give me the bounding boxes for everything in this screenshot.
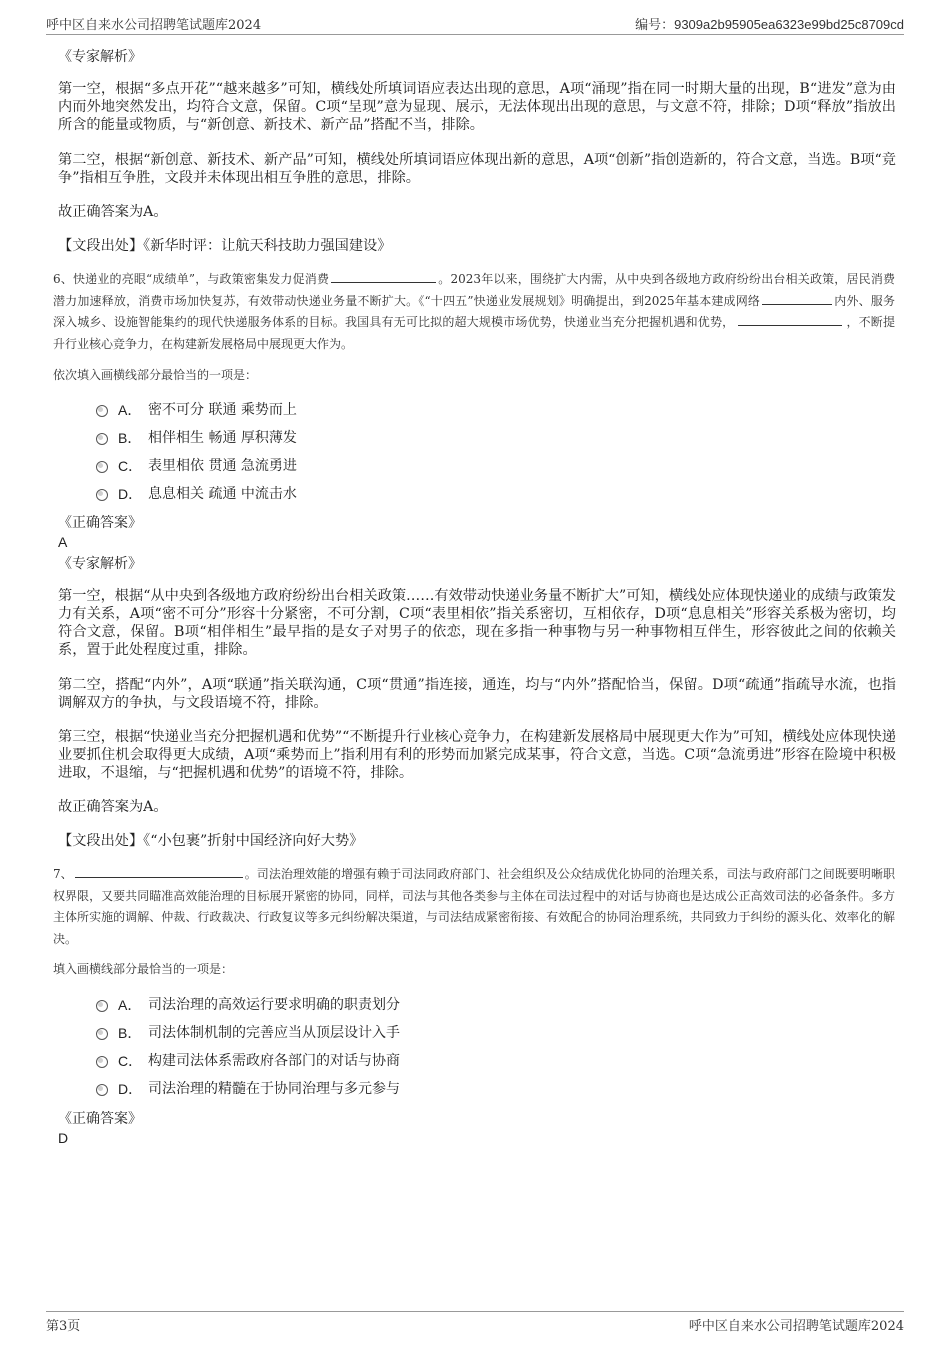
q6-analysis-p3: 第三空，根据“快递业当充分把握机遇和优势”“不断提升行业核心竞争力，在构建新发展格局中展现更大作为”可知，横线处应体现快递业要抓住机会取得更大成绩，A项“乘势而上”指利用有利的形势而加紧完成某事，符合文意，当选。C项“急流勇进”形容在险境中积极进取，不退缩，与“把握机遇和优势”的语境不符，排除。 xyxy=(58,729,896,781)
prev-source: 【文段出处】《新华时评：让航天科技助力强国建设》 xyxy=(58,238,392,254)
q7-prompt: 填入画横线部分最恰当的一项是： xyxy=(53,962,234,976)
q7-text-1: 7、 xyxy=(53,867,73,881)
q6-text-2: 。2023年以来，围绕扩大内需，从中央到各级地方政府纷纷出台相关政策，居民消费潜力加速释放，消费市场加快复苏，有效带动快递业务量不断扩大。《“十四五”快递业发展规划》明确提出，到2025年基本建成网络 xyxy=(53,272,895,308)
q6-blank-2 xyxy=(762,292,832,305)
q7-answer-label: 《正确答案》 xyxy=(58,1111,142,1127)
q6-text-3: 内外、服务深入城乡、设施智能集约的现代快递服务体系的目标。我国具有无可比拟的超大规模市场优势，快递业当充分把握机遇和优势， xyxy=(53,293,895,329)
page-header xyxy=(46,14,904,35)
q6-source: 【文段出处】《“小包裹”折射中国经济向好大势》 xyxy=(58,833,364,849)
q6-text-4: ，不断提升行业核心竞争力，在构建新发展格局中展现更大作为。 xyxy=(53,315,895,351)
q6-analysis-label: 《专家解析》 xyxy=(58,556,142,572)
q6-answer: A xyxy=(58,534,68,550)
prev-conclusion: 故正确答案为A。 xyxy=(58,204,168,220)
prev-analysis-p1: 第一空，根据“多点开花”“越来越多”可知，横线处所填词语应表达出现的意思，A项“涌现”指在同一时期大量的出现，B“进发”意为由内而外地突然发出，均符合文意，保留。C项“呈现”意为显现、展示，无法体现出出现的意思，与文意不符，排除；D项“释放”指放出所含的能量或物质，与“新创意、新技术、新产品”搭配不当，排除。 xyxy=(58,81,896,133)
q7-answer: D xyxy=(58,1130,69,1146)
document-page: 呼中区自来水公司招聘笔试题库2024 编号：9309a2b95905ea6323e99bd25c8709cd 《专家解析》 第一空，根据“多点开花”“越来越多”可知，横线处所填词语应表达出现的意思，A项“涌现”指在同一时期大量的出现，B“进发”意为由内而外地突然发出，均符合文意，保留。C项“呈现”意为显现、展示，无法体现出出现的意思，与文意不符，排除；D项“释放”指放出所含的能量或物质，与“新创意、新技术、新产品”搭配不当，排除。 第二空，根据“新创意、新技术、新产品”可知，横线处所填词语应体现出新的意思，A项“创新”指创造新的，符合文意，当选。B项“竞争”指相互争胜，文段并未体现出相互争胜的意思，排除。 故正确答案为A。 【文段出处】《新华时评：让航天科技助力强国建设》 6、快递业的亮眼“成绩单”，与政策密集发力促消费 。2023年以来，围绕扩大内需，从中央到各级地方政府纷纷出台相关政策，居民消费潜力加速释放，消费市场加快复苏，有效带动快递业务量不断扩大。《“十四五”快递业发展规划》明确提出，到2025年基本建成网络 内外、服务深入城乡、设施智能集约的现代快递服务体系的目标。我国具有无可比拟的超大规模市场优势，快递业当充分把握机遇和优势， ，不断提升行业核心竞争力，在构建新发展格局中展现更大作为。 依次填入画横线部分最恰当的一项是： A． 密不可分 联通 乘势而上 B． 相伴相生 畅通 厚积薄发 C． 表里相依 贯通 急流勇进 D． 息息相关 疏通 中流击水 《正确答案》 A 《专家解析》 第一空，根据“从中央到各级地方政府纷纷出台相关政策……有效带动快递业务量不断扩大”可知，横线处应体现快递业的成绩与政策发力有关系，A项“密不可分”形容十分紧密，不可分割，C项“表里相依”指关系密切，互相依存，D项“息息相关”形容关系极为密切，均符合文意，保留。B项“相伴相生”最早指的是女子对男子的依恋，现在多指一种事物与另一种事物相互伴生，形容彼此之间的依赖关系，置于此处程度过重，排除。 第二空，搭配“内外”，A项“联通”指关联沟通，C项“贯通”指连接，通连，均与“内外”搭配恰当，保留。D项“疏通”指疏导水流，也指调解双方的争执，与文段语境不符，排除。 第三空，根据“快递业当充分把握机遇和优势”“不断提升行业核心竞争力，在构建新发展格局中展现更大作为”可知，横线处应体现快递业要抓住机会取得更大成绩，A项“乘势而上”指利用有利的形势而加紧完成某事，符合文意，当选。C项“急流勇进”形容在险境中积极进取，不退缩，与“把握机遇和优势”的语境不符，排除。 故正确答案为A。 【文段出处】《“小包裹”折射中国经济向好大势》 7、 。司法治理效能的增强有赖于司法同政府部门、社会组织及公众结成优化协同的治理关系，司法与政府部门之间既要明晰职权界限，又要共同瞄准高效能治理的目标展开紧密的协同，同样，司法与其他各类参与主体在司法过程中的对话与协商也是达成公正高效司法的必备条件。多方主体所实施的调解、仲裁、行政裁决、行政复议等多元纠纷解决渠道，与司法结成紧密衔接、有效配合的协同治理系统，共同致力于纠纷的源头化、效率化的解决。 填入画横线部分最恰当的一项是： A． 司法治理的高效运行要求明确的职责划分 B． 司法体制机制的完善应当从顶层设计入手 C． 构建司法体系需政府各部门的对话与协商 D． 司法治理的精髓在于协同治理与多元参与 《正确答案》 D 第3页 呼中区自来水公司招聘笔试题库2024 xyxy=(0,0,950,1345)
radio-icon[interactable] xyxy=(96,1084,108,1096)
q6-answer-label: 《正确答案》 xyxy=(58,515,142,531)
q7-text-2: 。司法治理效能的增强有赖于司法同政府部门、社会组织及公众结成优化协同的治理关系，司法与政府部门之间既要明晰职权界限，又要共同瞄准高效能治理的目标展开紧密的协同，同样，司法与其他各类参与主体在司法过程中的对话与协商也是达成公正高效司法的必备条件。多方主体所实施的调解、仲裁、行政裁决、行政复议等多元纠纷解决渠道，与司法结成紧密衔接、有效配合的协同治理系统，共同致力于纠纷的源头化、效率化的解决。 xyxy=(53,867,895,946)
q6-conclusion: 故正确答案为A。 xyxy=(58,799,168,815)
radio-icon[interactable] xyxy=(96,405,108,417)
radio-icon[interactable] xyxy=(96,1056,108,1068)
q6-text-1: 6、快递业的亮眼“成绩单”，与政策密集发力促消费 xyxy=(53,272,330,286)
q7-question-text xyxy=(53,864,895,950)
prev-analysis-label: 《专家解析》 xyxy=(58,49,142,65)
q6-blank-1 xyxy=(331,270,436,283)
radio-icon[interactable] xyxy=(96,489,108,501)
footer-title: 呼中区自来水公司招聘笔试题库2024 xyxy=(688,1319,904,1334)
header-serial: 编号：9309a2b95905ea6323e99bd25c8709cd xyxy=(635,17,904,32)
radio-icon[interactable] xyxy=(96,1000,108,1012)
q7-blank-1 xyxy=(75,865,243,878)
header-title: 呼中区自来水公司招聘笔试题库2024 xyxy=(46,18,262,33)
radio-icon[interactable] xyxy=(96,1028,108,1040)
q6-question-text xyxy=(53,269,895,355)
radio-icon[interactable] xyxy=(96,433,108,445)
page-footer xyxy=(46,1311,904,1332)
radio-icon[interactable] xyxy=(96,461,108,473)
q6-blank-3 xyxy=(738,313,842,326)
q6-analysis-p1: 第一空，根据“从中央到各级地方政府纷纷出台相关政策……有效带动快递业务量不断扩大”可知，横线处应体现快递业的成绩与政策发力有关系，A项“密不可分”形容十分紧密，不可分割，C项“表里相依”指关系密切，互相依存，D项“息息相关”形容关系极为密切，均符合文意，保留。B项“相伴相生”最早指的是女子对男子的依恋，现在多指一种事物与另一种事物相互伴生，形容彼此之间的依赖关系，置于此处程度过重，排除。 xyxy=(58,588,896,658)
footer-page-number: 第3页 xyxy=(46,1319,81,1334)
prev-analysis-p2: 第二空，根据“新创意、新技术、新产品”可知，横线处所填词语应体现出新的意思，A项“创新”指创造新的，符合文意，当选。B项“竞争”指相互争胜，文段并未体现出相互争胜的意思，排除。 xyxy=(58,152,896,186)
q6-prompt: 依次填入画横线部分最恰当的一项是： xyxy=(53,368,258,382)
q6-analysis-p2: 第二空，搭配“内外”，A项“联通”指关联沟通，C项“贯通”指连接，通连，均与“内外”搭配恰当，保留。D项“疏通”指疏导水流，也指调解双方的争执，与文段语境不符，排除。 xyxy=(58,677,896,711)
